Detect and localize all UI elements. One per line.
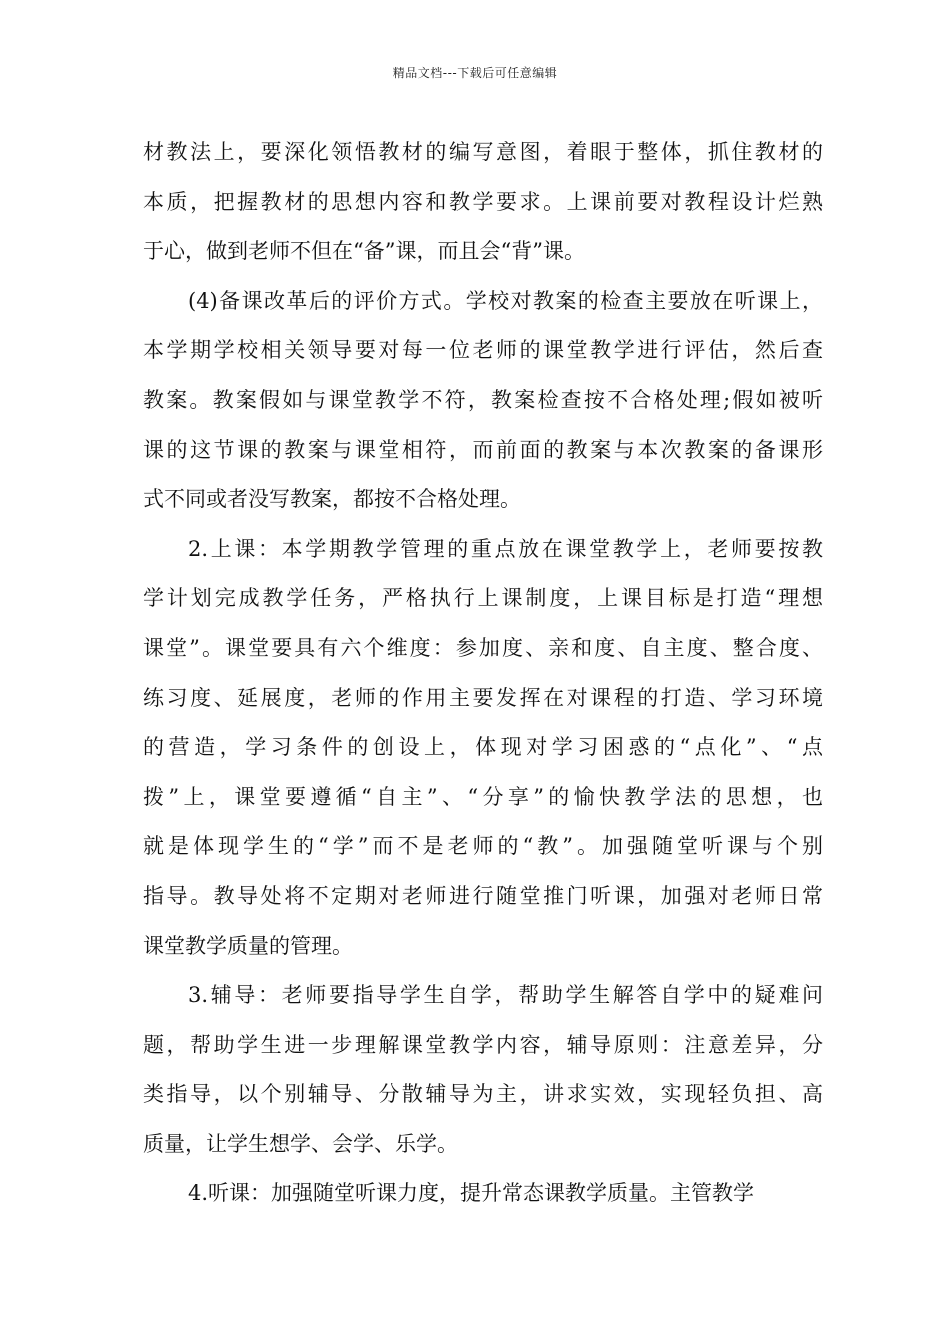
text-line: 质量，让学生想学、会学、乐学。 bbox=[143, 1131, 458, 1156]
text-line: (4)备课改革后的评价方式。学校对教案的检查主要放在听课上， bbox=[188, 288, 823, 313]
text-line: 练习度、延展度，老师的作用主要发挥在对课程的打造、学习环境 bbox=[143, 685, 823, 710]
paragraph bbox=[143, 128, 823, 277]
text-line: 学计划完成教学任务，严格执行上课制度，上课目标是打造“理想 bbox=[143, 586, 823, 611]
text-line: 类指导，以个别辅导、分散辅导为主，讲求实效，实现轻负担、高 bbox=[143, 1082, 823, 1107]
text-line: 课堂”。课堂要具有六个维度：参加度、亲和度、自主度、整合度、 bbox=[143, 635, 823, 660]
text-line: 拨”上，课堂要遵循“自主”、“分享”的愉快教学法的思想，也 bbox=[143, 784, 823, 809]
paragraph bbox=[143, 525, 823, 971]
text-line: 于心，做到老师不但在“备”课，而且会“背”课。 bbox=[143, 239, 585, 264]
text-line: 题，帮助学生进一步理解课堂教学内容，辅导原则：注意差异，分 bbox=[143, 1032, 823, 1057]
text-line: 教案。教案假如与课堂教学不符，教案检查按不合格处理;假如被听 bbox=[143, 387, 823, 412]
document-body bbox=[143, 128, 823, 1219]
text-line: 就是体现学生的“学”而不是老师的“教”。加强随堂听课与个别 bbox=[143, 834, 823, 859]
text-line: 本质，把握教材的思想内容和教学要求。上课前要对教程设计烂熟 bbox=[143, 189, 823, 214]
text-line: 式不同或者没写教案，都按不合格处理。 bbox=[143, 487, 521, 512]
text-line: 课的这节课的教案与课堂相符，而前面的教案与本次教案的备课形 bbox=[143, 437, 823, 462]
text-line: 材教法上，要深化领悟教材的编写意图，着眼于整体，抓住教材的 bbox=[143, 140, 823, 164]
text-line: 的营造，学习条件的创设上，体现对学习困惑的“点化”、“点 bbox=[143, 735, 823, 760]
text-line: 3.辅导：老师要指导学生自学，帮助学生解答自学中的疑难问 bbox=[188, 983, 823, 1008]
text-line: 课堂教学质量的管理。 bbox=[143, 933, 353, 958]
paragraph bbox=[143, 277, 823, 525]
text-line: 指导。教导处将不定期对老师进行随堂推门听课，加强对老师日常 bbox=[143, 883, 823, 908]
paragraph bbox=[143, 1169, 823, 1219]
text-line: 4.听课：加强随堂听课力度，提升常态课教学质量。主管教学 bbox=[188, 1181, 755, 1206]
page-header: 精品文档---下载后可任意编辑 bbox=[392, 66, 558, 80]
text-line: 2.上课：本学期教学管理的重点放在课堂教学上，老师要按教 bbox=[188, 536, 823, 561]
paragraph bbox=[143, 971, 823, 1169]
text-line: 本学期学校相关领导要对每一位老师的课堂教学进行评估，然后查 bbox=[143, 338, 823, 363]
